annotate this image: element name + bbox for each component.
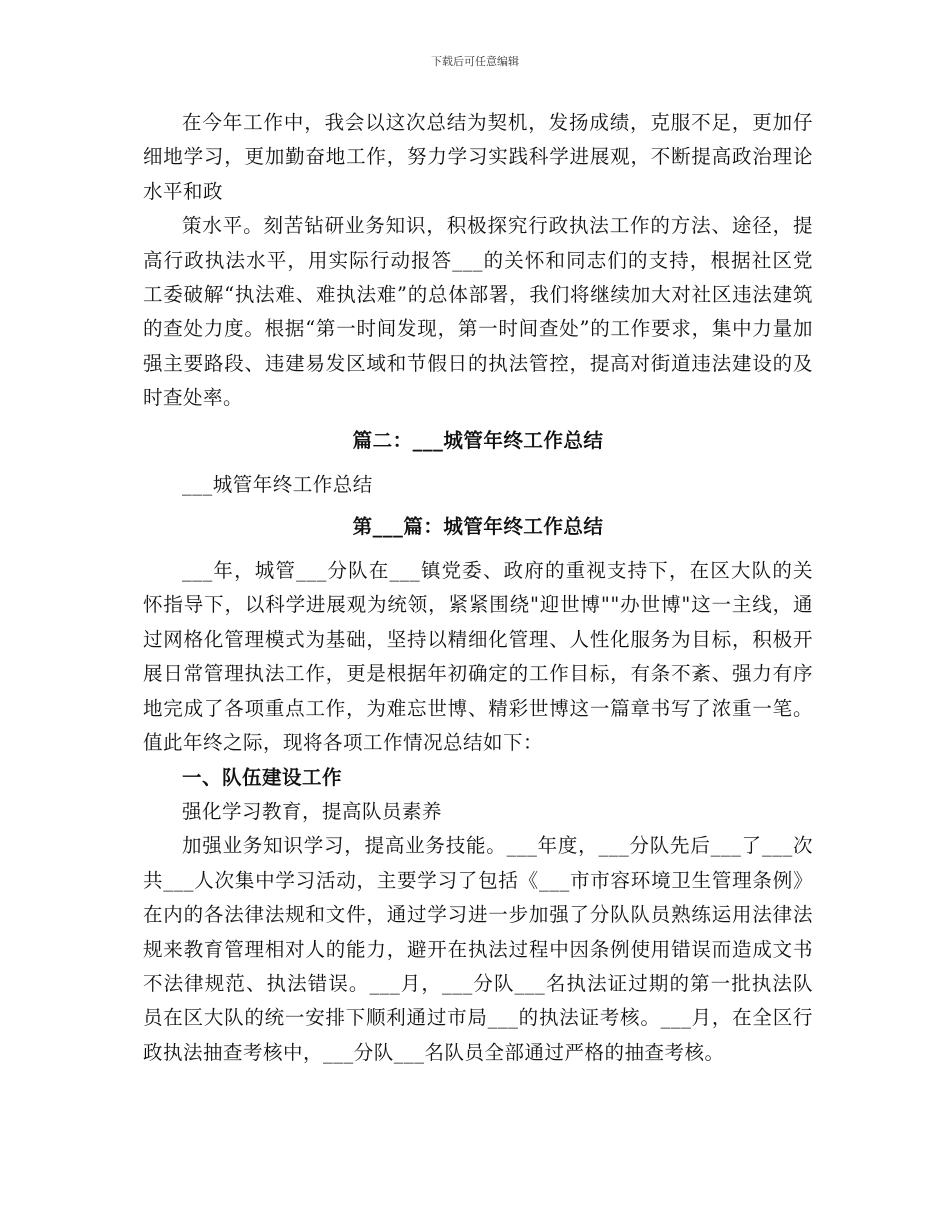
document-body (143, 106, 813, 1070)
section-title-3: 第___篇：城管年终工作总结 (352, 515, 604, 539)
paragraph-3: ___年，城管___分队在___镇党委、政府的重视支持下，在区大队的关怀指导下，以科学进展观为统领，紧紧围绕"迎世博""办世博"这一主线，通过网格化管理模式为基础，坚持以精细化管理、人性化服务为目标，积极开展日常管理执法工作，更是根据年初确定的工作目标，有条不紊、强力有序地完成了各项重点工作，为难忘世博、精彩世博这一篇章书写了浓重一笔。值此年终之际，现将各项工作情况总结如下： (143, 559, 813, 755)
header-note: 下载后可任意编辑 (431, 55, 519, 68)
section-title-2: 篇二：___城管年终工作总结 (352, 428, 604, 452)
subsection-heading-1: 强化学习教育，提高队员素养 (182, 799, 443, 823)
section-heading-1: 一、队伍建设工作 (182, 765, 343, 789)
paragraph-2: 策水平。刻苦钻研业务知识，积极探究行政执法工作的方法、途径，提高行政执法水平，用实际行动报答___的关怀和同志们的支持，根据社区党工委破解“执法难、难执法难”的总体部署，我们将继续加大对社区违法建筑的查处力度。根据“第一时间发现，第一时间查处”的工作要求，集中力量加强主要路段、违建易发区域和节假日的执法管控，提高对街道违法建设的及时查处率。 (143, 214, 813, 410)
subtitle-2: ___城管年终工作总结 (182, 472, 373, 496)
paragraph-4: 加强业务知识学习，提高业务技能。___年度，___分队先后___了___次共___人次集中学习活动，主要学习了包括《___市市容环境卫生管理条例》在内的各法律法规和文件，通过学习进一步加强了分队队员熟练运用法律法规来教育管理相对人的能力，避开在执法过程中因条例使用错误而造成文书不法律规范、执法错误。___月，___分队___名执法证过期的第一批执法队员在区大队的统一安排下顺利通过市局___的执法证考核。___月，在全区行政执法抽查考核中，___分队___名队员全部通过严格的抽查考核。 (143, 834, 813, 1064)
paragraph-1: 在今年工作中，我会以这次总结为契机，发扬成绩，克服不足，更加仔细地学习，更加勤奋地工作，努力学习实践科学进展观，不断提高政治理论水平和政 (143, 111, 813, 203)
